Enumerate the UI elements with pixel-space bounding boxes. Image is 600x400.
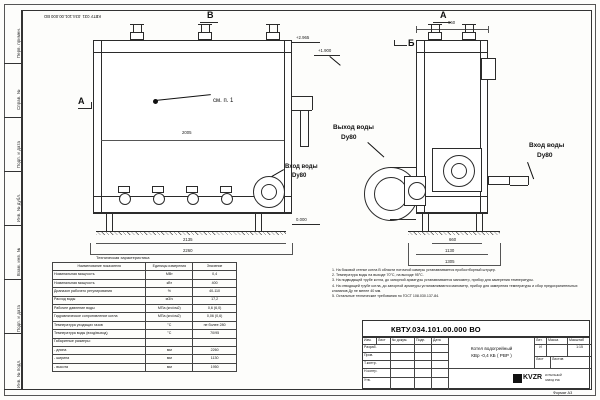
stamp-scale-label: Масштаб [569,338,584,342]
dim-2260: 2260 [183,248,193,253]
stamp-mass-label: Масса [548,338,559,342]
cell-unit: МВт [146,271,193,279]
stamp-sheets-label-text: Листов [552,357,564,361]
elevation-2965: +2.965 [296,35,310,40]
stamp-lit-label: Лит. [536,338,543,342]
stamp-lit-header [535,338,547,345]
top-left-mirror-note-text: КВТУ 031 .034.101.00.000 ВО [44,14,101,19]
bottom-valve-1 [119,193,131,205]
dim-front-960: 960 [448,20,456,25]
stamp-row-prov-name [391,353,415,361]
sheet-format-label: Формат А3 [553,391,573,395]
stamp-row-prov-label: Пров. [364,353,374,357]
cell-param: Температура воды (вход/выход) [53,330,146,338]
see-item-label: см. п. 1 [213,98,234,104]
front-control-box [481,58,496,80]
bottom-valve-4 [221,193,233,205]
stamp-row-tkontr-sign [415,361,432,369]
callout-inlet-left-sub: Dy80 [292,173,307,179]
margin-label-1: Справ. № [16,89,21,110]
table-row [53,355,237,363]
dim-1130: 1130 [445,248,455,253]
cell-param: - длина [53,346,146,354]
front-right-inlet-flange [488,176,510,185]
title-block [362,337,590,389]
tech-characteristics-table [52,262,237,372]
stamp-scale-value [568,345,591,357]
margin-label-5: Подп. и дата [16,304,21,332]
stamp-row-nkontr [363,369,391,378]
stamp-sheet-label [535,357,551,369]
stamp-title-line1: Котел водогрейный [470,346,513,351]
see-item-dot [153,99,158,104]
table-row [53,346,237,354]
stamp-mass-header [547,338,568,345]
stamp-sheets-label [551,357,591,369]
cell-value: 17,2 [193,296,237,304]
designation-text: КВТУ.034.101.00.000 ВО [391,325,481,334]
dim-1305: 1305 [445,259,455,264]
cell-unit: м3/ч [146,296,193,304]
left-margin-column [4,10,22,390]
cell-value: 40-110 [193,288,237,296]
stamp-row-utv-label: Утв. [364,378,371,382]
cell-unit: мм [146,363,193,371]
stamp-row-utv-sign [415,378,432,390]
stamp-col-podp-label: Подп. [416,338,426,342]
cell-param: Номинальная мощность [53,271,146,279]
stamp-col-data-label: Дата [433,338,441,342]
cell-unit: МПа (кгс/см2) [146,313,193,321]
table-row [53,330,237,338]
cell-unit: кВт [146,279,193,287]
view-label-b: В [207,10,214,20]
cell-param: Номинальная мощность [53,279,146,287]
cell-value: 0,4 [193,271,237,279]
top-nozzle-3 [266,32,280,40]
margin-label-2: Подп. и дата [16,140,21,168]
view-label-a: А [440,10,447,20]
cell-unit: °С [146,321,193,329]
callout-inlet-left-title: Вход воды [285,164,318,170]
table-row [53,279,237,287]
company-logo-mark [513,374,522,383]
note-4: 4. На отводящей трубе котла, до запорной арматуры устанавливаются манометр, прибор для замерения температуры и сбор предохранительных клапанов Ду не менее 40 мм. [332,283,578,293]
cell-value: не более 280 [193,321,237,329]
front-top-nozzle-1 [428,32,442,40]
stamp-title-line2: КВр -0,4 КБ ( РВР ) [471,353,512,358]
cell-value: 0,06 (0,6) [193,313,237,321]
section-arrow-b: Б [408,38,415,48]
front-door-bore [451,163,467,179]
company-logo-cell [449,369,591,390]
stamp-col-list [377,338,391,345]
bottom-nozzle-3 [186,186,198,193]
stamp-col-docum [391,338,415,345]
cell-value: 70/95 [193,330,237,338]
cell-unit: °С [146,330,193,338]
table-row [53,363,237,371]
callout-outlet-sub: Dy80 [341,134,357,141]
elevation-0000: 0.000 [296,217,307,222]
top-nozzle-2 [198,32,212,40]
cell-unit [146,338,193,346]
stamp-row-tkontr [363,361,391,369]
stamp-row-tkontr-name [391,361,415,369]
note-2: 2. Температура воды на выходе 70°С, на выходе 95°С. [332,273,424,278]
callout-outlet-title: Выход воды [333,124,374,131]
stamp-sheet-label-text: Лист [536,357,544,361]
th-value: Значение [193,263,237,271]
stamp-row-razrab-date [432,345,449,353]
cell-value: 400 [193,279,237,287]
cell-unit: мм [146,346,193,354]
stamp-row-razrab-sign [415,345,432,353]
bottom-valve-3 [187,193,199,205]
top-nozzle-1 [130,32,144,40]
stamp-col-list-label: Лист [378,338,386,342]
table-row [53,313,237,321]
cell-value: 1950 [193,363,237,371]
stamp-row-razrab [363,345,391,353]
burner-fan-circle [408,182,426,200]
cell-param: Габаритные размеры: [53,338,146,346]
cell-param: Рабочее давление воды [53,304,146,312]
stamp-row-razrab-label: Разраб. [364,345,377,349]
stamp-title-area [449,338,535,369]
stamp-row-utv-name [391,378,415,390]
cell-unit: % [146,288,193,296]
th-parameter: Наименование показателя [53,263,146,271]
table-row [53,338,237,346]
th-units: Единицы измерения [146,263,193,271]
table-header-row [53,263,237,271]
stamp-row-prov [363,353,391,361]
stamp-row-nkontr-label: Н.контр. [364,369,378,373]
company-logo-text: KVZR [523,374,543,381]
note-3: 3. На подводящей трубе котла, до запорной арматуры устанавливается манометр, прибор для замерения температуры. [332,278,534,283]
note-5: 5. Остальные технические требования по ГОСТ 108.030.137-84. [332,294,440,299]
stamp-row-utv-date [432,378,449,390]
margin-label-6: Инв. № подл. [16,359,21,388]
stamp-row-utv [363,378,391,390]
stamp-row-nkontr-date [432,369,449,378]
designation-band [362,320,590,337]
side-view-outlet-bore [261,184,277,200]
table-row [53,304,237,312]
cell-param: Температура уходящих газов [53,321,146,329]
dim-2005: 2005 [182,130,192,135]
cell-param: - ширина [53,355,146,363]
stamp-lit-value-text: И [539,345,542,349]
callout-inlet-right-title: Вход воды [529,142,565,149]
stamp-row-razrab-name [391,345,415,353]
margin-label-0: Перв. примен. [16,27,21,58]
bottom-nozzle-1 [118,186,130,193]
tech-table-title: Техническая характеристика [96,255,150,260]
stamp-col-izm-label: Изм. [364,338,372,342]
table-row [53,271,237,279]
elevation-1900: +1.900 [318,48,332,53]
technical-notes [332,268,582,299]
stamp-row-tkontr-date [432,361,449,369]
stamp-row-nkontr-name [391,369,415,378]
top-left-mirror-note [44,14,101,19]
stamp-mass-value [547,345,568,357]
stamp-row-prov-sign [415,353,432,361]
dim-2135: 2135 [183,237,193,242]
burner-inner-circle [374,177,408,211]
stamp-col-podp [415,338,432,345]
stamp-col-izm [363,338,377,345]
cell-param: Гидравлическое сопротивление котла [53,313,146,321]
stamp-col-docum-label: № докум. [392,338,408,342]
stamp-row-prov-date [432,353,449,361]
margin-label-4: Взам. инв. № [16,247,21,276]
front-top-nozzle-2 [462,32,476,40]
note-1: 1. На боковой стенке котла В области поточной камеры устанавливается пробоотборный штуцер. [332,268,496,272]
bottom-valve-2 [153,193,165,205]
table-row [53,321,237,329]
cell-value: 0,6 (6,0) [193,304,237,312]
table-row [53,288,237,296]
table-row [53,296,237,304]
bottom-nozzle-4 [220,186,232,193]
cell-unit: мм [146,355,193,363]
margin-label-3: Инв. № дубл. [16,193,21,222]
cell-value: 1130 [193,355,237,363]
cell-value [193,338,237,346]
stamp-scale-value-text: 1:15 [576,345,583,349]
stamp-scale-header [568,338,591,345]
company-sub-2: ЗАВОД РЭК [545,379,561,382]
cell-param: Диапазон рабочего регулирования [53,288,146,296]
cell-param: - высота [53,363,146,371]
stamp-row-nkontr-sign [415,369,432,378]
cell-param: Расход воды [53,296,146,304]
stamp-col-data [432,338,449,345]
callout-inlet-right-sub: Dy80 [537,152,553,159]
section-arrow-a: А [78,96,85,106]
bottom-nozzle-2 [152,186,164,193]
stamp-lit-value [535,345,547,357]
cell-unit: МПа (кгс/см2) [146,304,193,312]
stamp-row-tkontr-label: Т.контр. [364,361,377,365]
company-sub-1: КОТЕЛЬНЫЙ [545,374,562,377]
dim-660: 660 [449,237,457,242]
cell-value: 2260 [193,346,237,354]
